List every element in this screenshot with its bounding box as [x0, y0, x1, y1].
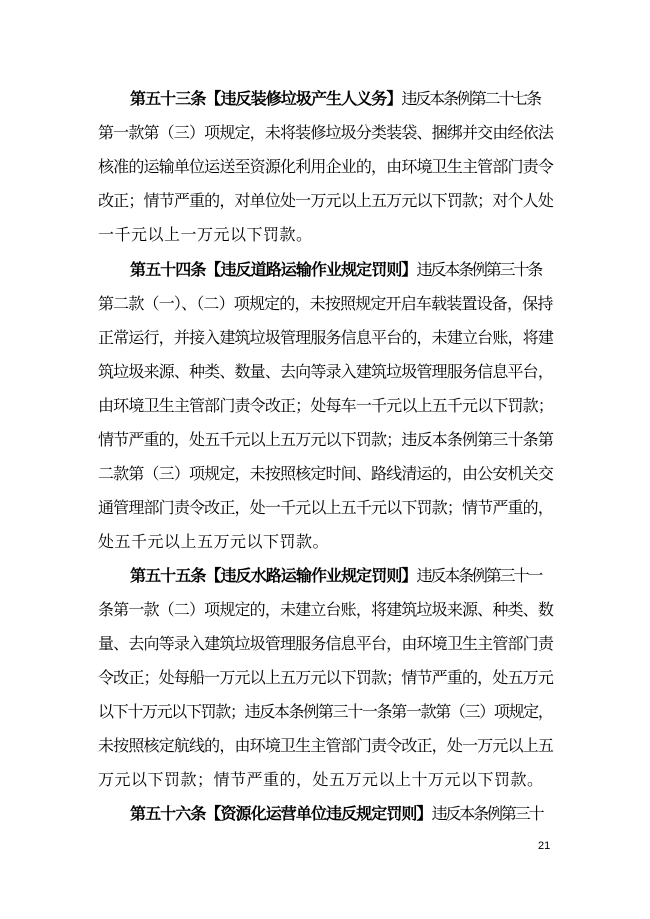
- article-54-line-5: 由环境卫生主管部门责令改正；处每车一千元以上五千元以下罚款；: [98, 396, 554, 415]
- article-53-line-5: 一千元以上一万元以下罚款。: [98, 225, 313, 244]
- article-53-heading: 第五十三条【违反装修垃圾产生人义务】: [130, 89, 402, 108]
- article-56-line-1: 违反本条例第三十: [431, 804, 543, 823]
- article-55-line-4: 令改正；处每船一万元以上五万元以下罚款；情节严重的，处五万元: [98, 668, 554, 687]
- article-53-line-3: 核准的运输单位运送至资源化利用企业的，由环境卫生主管部门责令: [98, 157, 554, 176]
- article-56-heading: 第五十六条【资源化运营单位违反规定罚则】: [130, 804, 432, 823]
- article-53-line-4: 改正；情节严重的，对单位处一万元以上五万元以下罚款；对个人处: [98, 191, 554, 210]
- article-53-first-line: [130, 86, 540, 112]
- article-54-line-8: 通管理部门责令改正，处一千元以上五千元以下罚款；情节严重的，: [98, 498, 554, 517]
- article-54-line-3: 正常运行，并接入建筑垃圾管理服务信息平台的，未建立台账，将建: [98, 328, 554, 347]
- article-54-line-6: 情节严重的，处五千元以上五万元以下罚款；违反本条例第三十条第: [98, 430, 554, 449]
- article-55-line-7: 万元以下罚款；情节严重的，处五万元以上十万元以下罚款。: [98, 770, 544, 789]
- article-55-line-5: 以下十万元以下罚款；违反本条例第三十一条第一款第（三）项规定，: [98, 702, 553, 721]
- article-54-heading: 第五十四条【违反道路运输作业规定罚则】: [130, 260, 417, 279]
- article-54-first-line: [130, 257, 541, 283]
- article-54-line-7: 二款第（三）项规定，未按照核定时间、路线清运的，由公安机关交: [98, 464, 554, 483]
- article-54-line-9: 处五千元以上五万元以下罚款。: [98, 532, 330, 551]
- article-54-line-2: 第二款（一）、（二）项规定的，未按照规定开启车载装置设备，保持: [98, 294, 553, 313]
- article-54-line-4: 筑垃圾来源、种类、数量、去向等录入建筑垃圾管理服务信息平台，: [98, 362, 554, 381]
- article-56-first-line: [130, 801, 542, 827]
- page-number: 21: [538, 840, 551, 852]
- article-55-line-3: 量、去向等录入建筑垃圾管理服务信息平台，由环境卫生主管部门责: [98, 634, 554, 653]
- article-55-heading: 第五十五条【违反水路运输作业规定罚则】: [130, 566, 417, 585]
- article-55-line-2: 条第一款（二）项规定的，未建立台账，将建筑垃圾来源、种类、数: [98, 600, 554, 619]
- article-53-line-2: 第一款第（三）项规定，未将装修垃圾分类装袋、捆绑并交由经依法: [98, 123, 554, 142]
- article-55-line-1: 违反本条例第三十一: [416, 566, 542, 585]
- article-53-line-1: 违反本条例第二十七条: [401, 89, 540, 108]
- article-54-line-1: 违反本条例第三十条: [416, 260, 542, 279]
- article-55-line-6: 未按照核定航线的，由环境卫生主管部门责令改正，处一万元以上五: [98, 736, 554, 755]
- article-55-first-line: [130, 563, 541, 589]
